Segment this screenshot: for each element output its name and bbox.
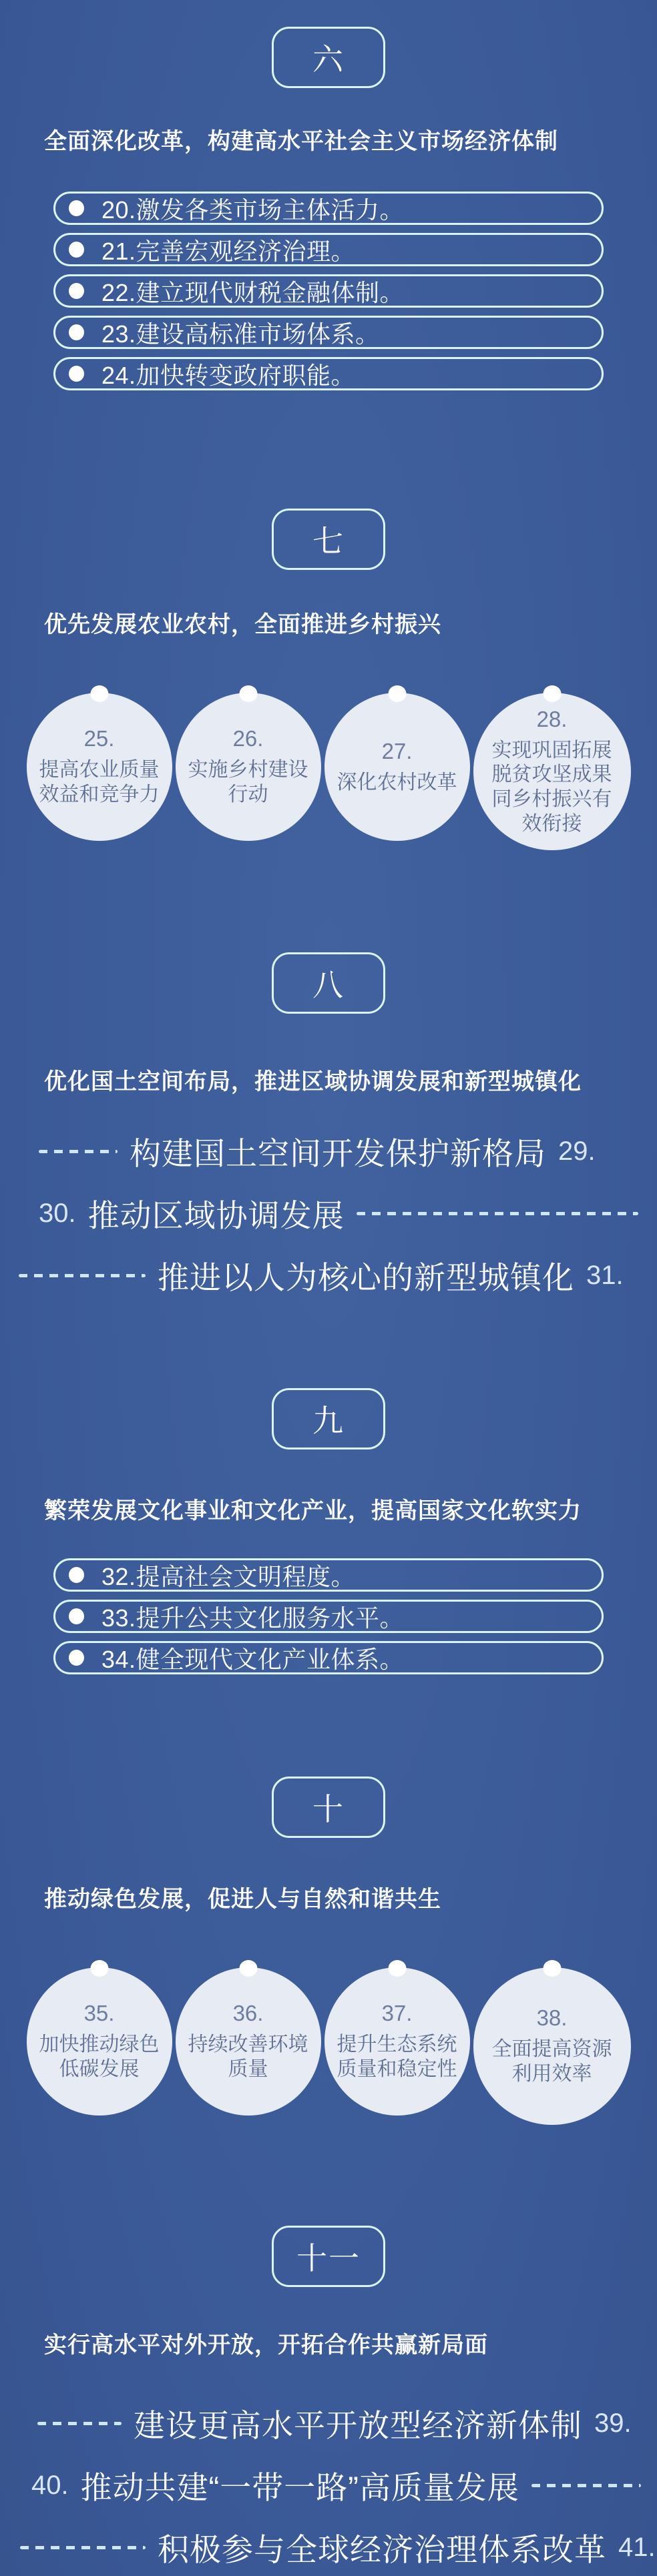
circle-text: 提高农业质量效益和竞争力 [39,759,160,806]
list-item [53,192,604,225]
section-number: 十 [312,1792,345,1827]
section-badge [272,1388,385,1450]
section-title: 实行高水平对外开放，开拓合作共赢新局面 [44,2332,488,2358]
section-title: 全面深化改革，构建高水平社会主义市场经济体制 [44,129,558,154]
list-item [53,1600,604,1633]
zigzag-row [0,2527,657,2567]
pin-dot-icon [388,685,406,702]
row-number: 29. [558,1136,596,1166]
row-text: 推动共建“一带一路”高质量发展 [80,2469,519,2505]
row-number: 41. [618,2532,656,2562]
section-title: 优先发展农业农村，全面推进乡村振兴 [44,612,441,637]
pin-dot-icon [388,1960,406,1977]
list-item-text: 23.建设高标准市场体系。 [101,320,380,348]
section-nine [0,1388,657,1674]
topic-circle [473,1967,631,2125]
list-item-text: 20.激发各类市场主体活力。 [101,196,405,224]
section-badge [272,1777,385,1838]
section-number: 六 [312,42,345,77]
circle-number: 28. [536,706,568,731]
section-badge [272,952,385,1014]
section-number: 十一 [296,2241,361,2276]
list-item-text: 22.建立现代财税金融体制。 [101,278,405,306]
circle-number: 37. [381,2001,413,2026]
row-number: 39. [594,2408,632,2438]
row-text: 推动区域协调发展 [87,1197,345,1233]
list-item [53,357,604,390]
list-item [53,233,604,266]
topic-circle [27,693,172,841]
row-text: 积极参与全球经济治理体系改革 [158,2531,606,2567]
circle-text: 持续改善环境质量 [188,2033,308,2080]
section-number: 八 [312,968,345,1002]
circle-number: 35. [83,2001,115,2026]
zigzag-list [0,2403,657,2567]
bullet-dot-icon [69,283,84,299]
list-item [53,316,604,349]
circle-number: 36. [232,2001,264,2026]
section-eight [0,952,657,1295]
list-item [53,274,604,308]
row-number: 31. [586,1260,624,1290]
topic-circle [324,693,470,841]
list-item [53,1641,604,1674]
dotted-line [357,1212,638,1215]
pin-dot-icon [239,1960,257,1977]
zigzag-row [0,1255,657,1295]
dotted-line [37,2422,122,2425]
section-six [0,27,657,390]
section-title: 推动绿色发展，促进人与自然和谐共生 [44,1887,441,1912]
topic-circle [27,1967,172,2116]
circle-group [0,693,657,850]
pill-list [53,192,604,390]
circle-text: 实施乡村建设行动 [188,759,308,806]
pin-dot-icon [90,685,108,702]
dotted-line [531,2484,641,2487]
row-number: 30. [39,1198,76,1228]
list-item-text: 34.健全现代文化产业体系。 [101,1645,405,1673]
zigzag-row [0,2403,657,2443]
pin-dot-icon [543,685,561,702]
list-item-text: 33.提升公共文化服务水平。 [101,1604,405,1632]
pin-dot-icon [239,685,257,702]
infographic [0,27,657,2567]
circle-text: 深化农村改革 [337,771,457,793]
row-number: 40. [31,2470,69,2500]
circle-group [0,1967,657,2125]
pin-dot-icon [543,1960,561,1977]
topic-circle [176,1967,321,2116]
bullet-dot-icon [69,366,84,382]
bullet-dot-icon [69,242,84,258]
circle-number: 38. [536,2005,568,2031]
section-badge [272,2226,385,2287]
pin-dot-icon [90,1960,108,1977]
pill-list [53,1558,604,1674]
circle-text: 加快推动绿色低碳发展 [39,2033,160,2080]
zigzag-row [0,1131,657,1171]
section-number: 九 [312,1403,345,1438]
dotted-line [39,1150,118,1153]
bullet-dot-icon [69,1567,84,1583]
row-text: 建设更高水平开放型经济新体制 [134,2407,582,2443]
circle-number: 25. [83,726,115,751]
bullet-dot-icon [69,324,84,340]
section-badge [272,509,385,570]
section-title: 繁荣发展文化事业和文化产业，提高国家文化软实力 [44,1498,582,1524]
list-item-text: 32.提高社会文明程度。 [101,1562,356,1590]
circle-text: 提升生态系统质量和稳定性 [337,2033,457,2080]
zigzag-row [0,1193,657,1233]
list-item-text: 21.完善宏观经济治理。 [101,237,356,265]
bullet-dot-icon [69,1650,84,1666]
row-text: 推进以人为核心的新型城镇化 [158,1259,574,1295]
dotted-line [19,1274,146,1277]
circle-text: 全面提高资源利用效率 [491,2038,612,2085]
circle-text: 实现巩固拓展脱贫攻坚成果同乡村振兴有效衔接 [491,739,612,835]
zigzag-row [0,2465,657,2505]
topic-circle [176,693,321,841]
topic-circle [324,1967,470,2116]
section-seven [0,509,657,850]
bullet-dot-icon [69,200,84,216]
section-ten [0,1777,657,2125]
section-badge [272,27,385,88]
circle-number: 27. [381,738,413,763]
circle-number: 26. [232,726,264,751]
section-number: 七 [312,524,345,559]
dotted-line [20,2546,146,2549]
section-title: 优化国土空间布局，推进区域协调发展和新型城镇化 [44,1069,582,1094]
list-item-text: 24.加快转变政府职能。 [101,361,356,389]
row-text: 构建国土空间开发保护新格局 [130,1135,546,1171]
zigzag-list [0,1131,657,1295]
bullet-dot-icon [69,1608,84,1624]
list-item [53,1558,604,1592]
topic-circle [473,693,631,850]
section-eleven [0,2226,657,2567]
